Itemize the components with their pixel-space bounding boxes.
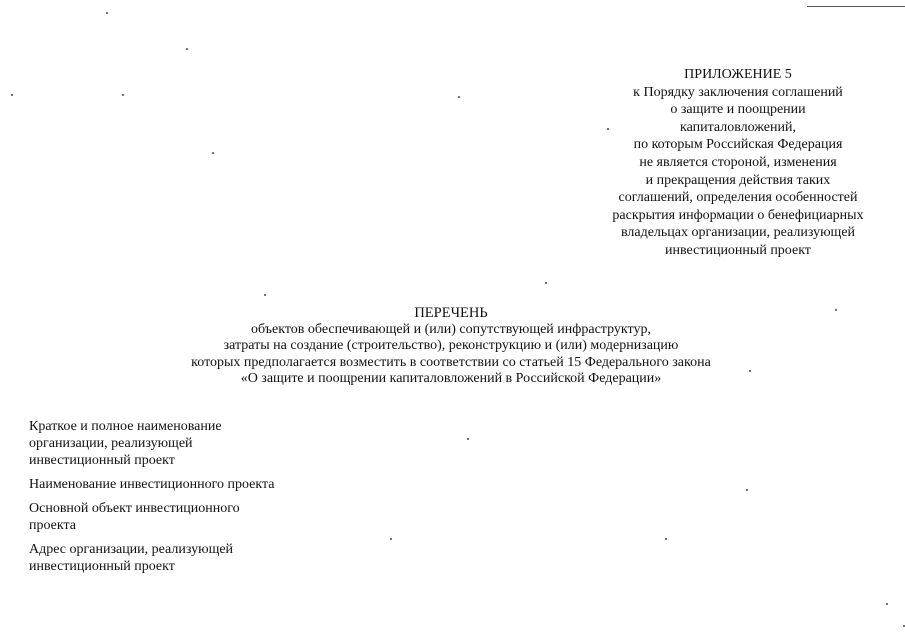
scan-speck xyxy=(467,438,469,440)
appendix-line: раскрытия информации о бенефициарных xyxy=(612,207,864,223)
list-subtitle-line: объектов обеспечивающей и (или) сопутствующей инфраструктур, xyxy=(251,321,651,337)
field-label-line: проекта xyxy=(29,518,76,533)
scan-speck xyxy=(749,370,751,372)
appendix-line: и прекращения действия таких xyxy=(645,172,831,188)
field-label-line: инвестиционный проект xyxy=(29,453,175,468)
field-label-line: Основной объект инвестиционного xyxy=(29,501,240,516)
scan-speck xyxy=(835,309,837,311)
appendix-line: по которым Российская Федерация xyxy=(633,137,843,153)
appendix-title: ПРИЛОЖЕНИЕ 5 xyxy=(684,67,792,82)
scan-speck xyxy=(11,94,13,96)
list-subtitle-line: «О защите и поощрении капиталовложений в Российской Федерации» xyxy=(240,371,662,386)
scan-speck xyxy=(746,489,748,491)
scan-speck xyxy=(390,538,392,540)
scan-speck xyxy=(264,294,266,296)
scan-speck xyxy=(665,538,667,540)
appendix-heading xyxy=(597,66,879,260)
scan-speck xyxy=(106,12,108,14)
field-label-line: Наименование инвестиционного проекта xyxy=(29,477,275,492)
form-fields xyxy=(29,418,359,582)
appendix-line: о защите и поощрении xyxy=(670,102,806,118)
field-organization-name xyxy=(29,418,359,469)
field-main-object xyxy=(29,500,359,534)
appendix-line: владельцах организации, реализующей xyxy=(620,225,856,241)
field-label-line: Краткое и полное наименование xyxy=(29,419,222,434)
list-subtitle-line: которых предполагается возместить в соответствии со статьей 15 Федерального закона xyxy=(191,354,711,370)
field-project-name xyxy=(29,476,359,493)
appendix-line: не является стороной, изменения xyxy=(639,154,837,170)
scan-speck xyxy=(607,128,609,130)
field-organization-address xyxy=(29,541,359,575)
list-title: ПЕРЕЧЕНЬ xyxy=(414,305,488,321)
scan-speck xyxy=(903,625,905,627)
list-header xyxy=(150,305,752,388)
scan-speck xyxy=(886,603,888,605)
list-subtitle-line: затраты на создание (строительство), реконструкцию и (или) модернизацию xyxy=(223,338,679,353)
scan-speck xyxy=(458,96,460,98)
appendix-line: капиталовложений, xyxy=(680,119,796,135)
appendix-line: соглашений, определения особенностей xyxy=(618,190,858,206)
appendix-line: к Порядку заключения соглашений xyxy=(633,84,843,100)
appendix-line: инвестиционный проект xyxy=(665,242,811,258)
field-label-line: инвестиционный проект xyxy=(29,559,175,574)
scan-speck xyxy=(122,94,124,96)
field-label-line: организации, реализующей xyxy=(29,436,193,451)
scan-speck xyxy=(545,282,547,284)
scan-speck xyxy=(212,152,214,154)
scan-border-line xyxy=(807,6,905,7)
field-label-line: Адрес организации, реализующей xyxy=(29,542,234,557)
scan-speck xyxy=(186,48,188,50)
